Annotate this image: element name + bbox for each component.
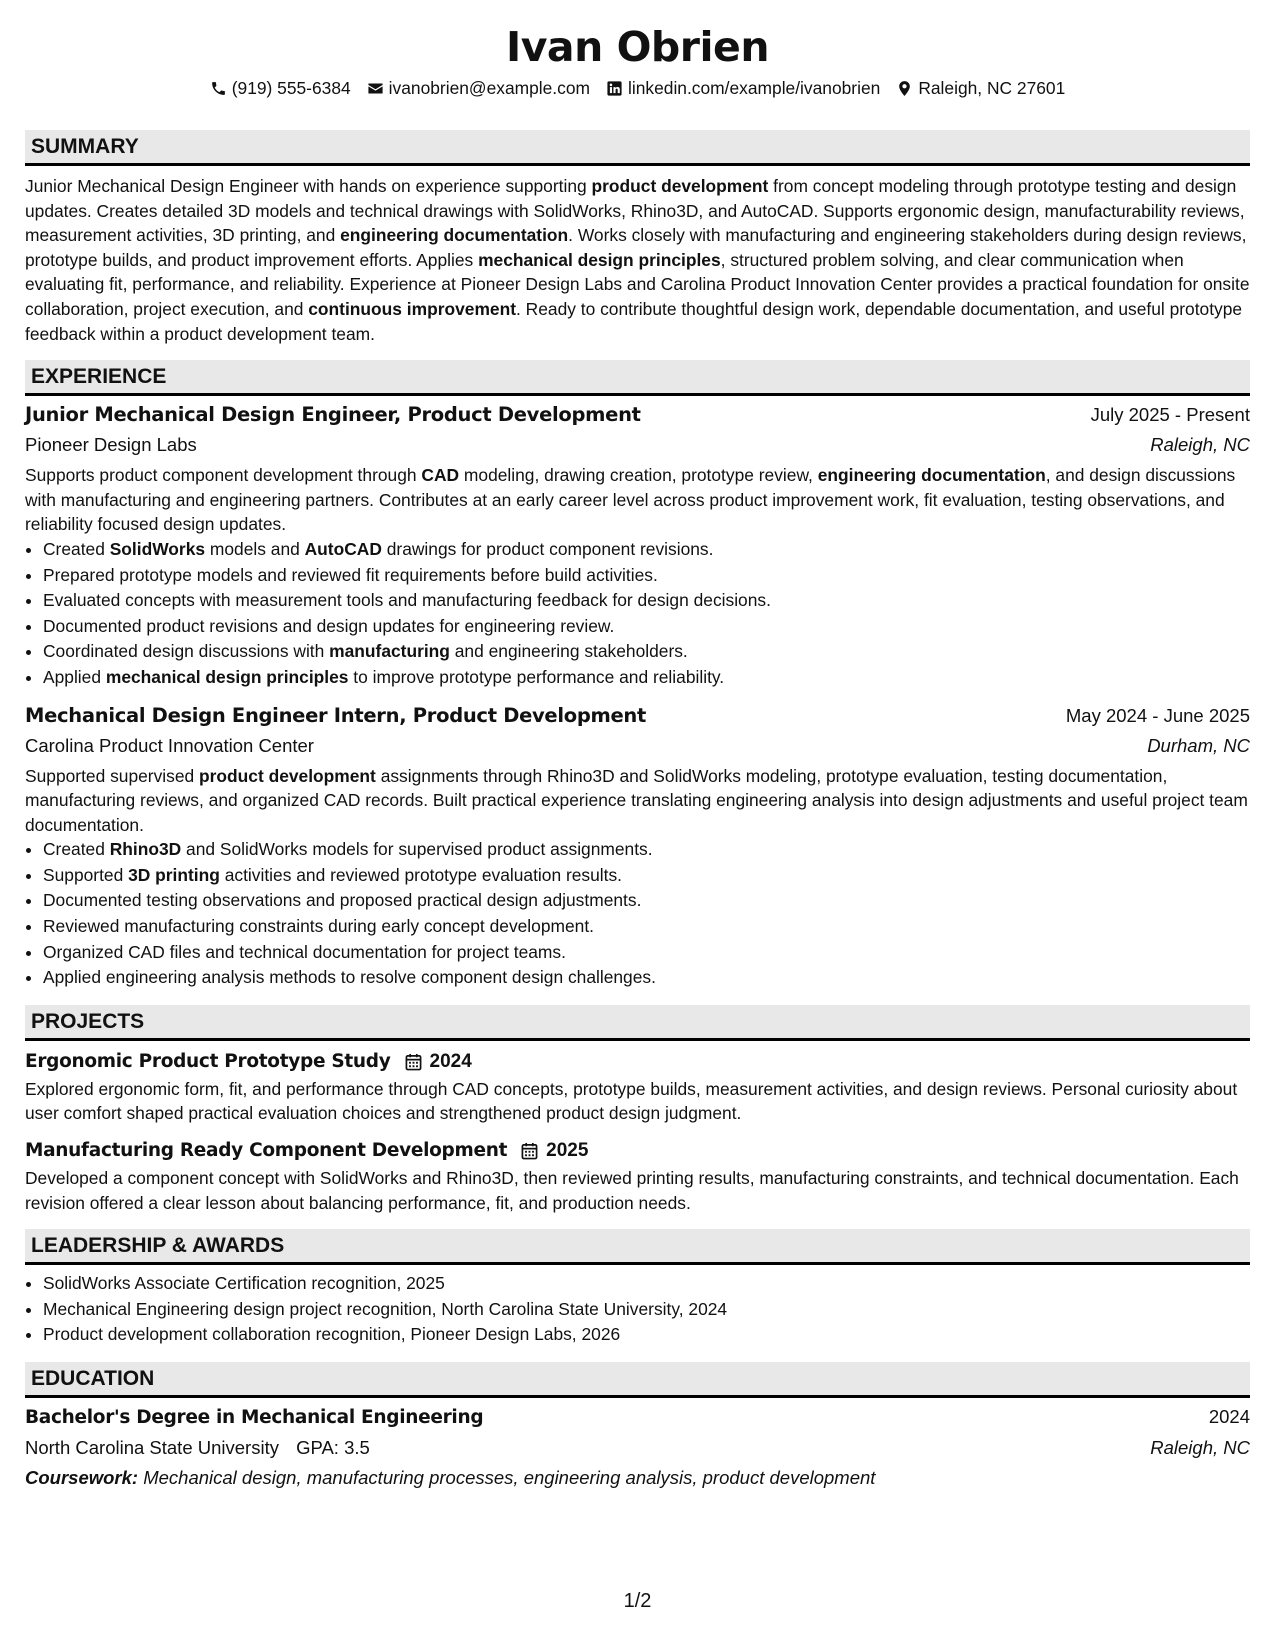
section-heading: SUMMARY [31, 135, 139, 158]
job-location: Durham, NC [1147, 734, 1250, 756]
bullet-item: • Applied engineering analysis methods to resolve component design challenges. [43, 965, 1250, 991]
bullet-item: • Evaluated concepts with measurement tools and manufacturing feedback for design decisions. [43, 588, 1250, 614]
award-item: • SolidWorks Associate Certification recognition, 2025 [43, 1271, 1250, 1297]
contact-linkedin[interactable] [606, 76, 880, 100]
contact-phone [210, 76, 351, 100]
job-bullets [25, 537, 1250, 691]
job-company: Carolina Product Innovation Center [25, 734, 314, 756]
section-heading: EDUCATION [31, 1367, 155, 1390]
coursework-text: Mechanical design, manufacturing processes, engineering analysis, product development [138, 1467, 876, 1488]
linkedin-text: linkedin.com/example/ivanobrien [628, 78, 881, 98]
email-text: ivanobrien@example.com [388, 78, 590, 98]
phone-icon [210, 80, 227, 97]
contact-email[interactable] [367, 76, 590, 100]
education-heading-bar [25, 1362, 1250, 1398]
bullet-item: • Documented testing observations and proposed practical design adjustments. [43, 888, 1250, 914]
project-entry [25, 1136, 1250, 1215]
job-title: Mechanical Design Engineer Intern, Product Development [25, 703, 647, 727]
project-year-text: 2024 [429, 1050, 472, 1072]
map-pin-icon [896, 80, 913, 97]
calendar-icon [521, 1142, 538, 1160]
project-description: Developed a component concept with SolidWorks and Rhino3D, then reviewed printing results, manufacturing constraints, and technical documentation. Each revision offered a clear lesson about balancing performance, fit, and production needs. [25, 1168, 1239, 1213]
section-heading: EXPERIENCE [31, 365, 167, 389]
award-item: • Mechanical Engineering design project recognition, North Carolina State University, 2024 [43, 1297, 1250, 1323]
project-year [405, 1047, 472, 1077]
resume-page [25, 22, 1250, 1493]
page-number: 1/2 [623, 1590, 652, 1612]
bullet-item: • Reviewed manufacturing constraints during early concept development. [43, 914, 1250, 940]
bullet-item: • Supported 3D printing activities and reviewed prototype evaluation results. [43, 863, 1250, 889]
award-item: • Product development collaboration recognition, Pioneer Design Labs, 2026 [43, 1322, 1250, 1348]
degree-title: Bachelor's Degree in Mechanical Engineering [25, 1407, 484, 1428]
gpa: GPA: 3.5 [296, 1437, 370, 1458]
contact-location [896, 76, 1065, 100]
job-entry [25, 701, 1250, 991]
school-name: North Carolina State University [25, 1437, 279, 1458]
awards-list [25, 1271, 1250, 1348]
graduation-year: 2024 [1208, 1406, 1250, 1427]
coursework [25, 1463, 1250, 1493]
phone-text: (919) 555-6384 [231, 78, 351, 98]
bullet-item: • Coordinated design discussions with manufacturing and engineering stakeholders. [43, 639, 1250, 665]
job-dates: May 2024 - June 2025 [1065, 704, 1250, 726]
project-entry [25, 1047, 1250, 1126]
coursework-label: Coursework: [25, 1467, 139, 1488]
awards-heading-bar [25, 1229, 1250, 1265]
job-location: Raleigh, NC [1150, 434, 1250, 456]
project-description: Explored ergonomic form, fit, and performance through CAD concepts, prototype builds, measurement activities, and design reviews. Personal curiosity about user comfort shaped practical evaluation choices and strengthened product design judgment. [25, 1078, 1238, 1124]
section-heading: LEADERSHIP & AWARDS [31, 1234, 285, 1258]
bullet-item: • Organized CAD files and technical documentation for project teams. [43, 940, 1250, 966]
location-text: Raleigh, NC 27601 [918, 78, 1066, 98]
project-year [521, 1136, 588, 1166]
project-title: Manufacturing Ready Component Development [25, 1140, 508, 1162]
projects-heading-bar [25, 1005, 1250, 1041]
project-title: Ergonomic Product Prototype Study [25, 1050, 391, 1072]
job-title: Junior Mechanical Design Engineer, Product Development [25, 403, 641, 427]
experience-heading-bar [25, 360, 1250, 396]
linkedin-icon [606, 80, 623, 97]
bullet-item: • Documented product revisions and design updates for engineering review. [43, 614, 1250, 640]
section-heading: PROJECTS [31, 1009, 145, 1033]
job-entry [25, 400, 1250, 690]
summary-heading-bar [25, 130, 1250, 166]
contact-bar [25, 76, 1250, 100]
education-entry [25, 1402, 1250, 1493]
job-summary: Supported supervised product development assignments through Rhino3D and SolidWorks modeling, prototype evaluation, testing documentation, manufacturing reviews, and organized CAD records. Built practical experience translating engineering analysis into design adjustments and useful project team documentation. [25, 765, 1248, 835]
envelope-icon [367, 80, 384, 97]
job-dates: July 2025 - Present [1090, 404, 1250, 426]
school-location: Raleigh, NC [1150, 1437, 1250, 1458]
bullet-item: • Prepared prototype models and reviewed fit requirements before build activities. [43, 563, 1250, 589]
job-summary: Supports product component development through CAD modeling, drawing creation, prototype review, engineering documentation, and design discussions with manufacturing and engineering partners. Contributes at an early career level across product improvement work, fit evaluation, testing observations, and reliability focused design updates. [25, 465, 1236, 535]
job-bullets [25, 837, 1250, 991]
summary-text: Junior Mechanical Design Engineer with hands on experience supporting product development from concept modeling through prototype testing and design updates. Creates detailed 3D models and technical drawings with SolidWorks, Rhino3D, and AutoCAD. Supports ergonomic design, manufacturability reviews, measurement activities, 3D printing, and engineering documentation. Works closely with manufacturing and engineering stakeholders during design reviews, prototype builds, and product improvement efforts. Applies mechanical design principles, structured problem solving, and clear communication when evaluating fit, performance, and reliability. Experience at Pioneer Design Labs and Carolina Product Innovation Center provides a practical foundation for onsite collaboration, project execution, and continuous improvement. Ready to contribute thoughtful design work, dependable documentation, and useful prototype feedback within a product development team. [25, 176, 1250, 344]
job-company: Pioneer Design Labs [25, 434, 197, 456]
calendar-icon [405, 1053, 422, 1071]
bullet-item: • Applied mechanical design principles to improve prototype performance and reliability. [43, 665, 1250, 691]
school-line [25, 1433, 370, 1463]
bullet-item: • Created Rhino3D and SolidWorks models for supervised product assignments. [43, 837, 1250, 863]
candidate-name: Ivan Obrien [505, 23, 770, 71]
bullet-item: • Created SolidWorks models and AutoCAD drawings for product component revisions. [43, 537, 1250, 563]
project-year-text: 2025 [546, 1140, 589, 1162]
